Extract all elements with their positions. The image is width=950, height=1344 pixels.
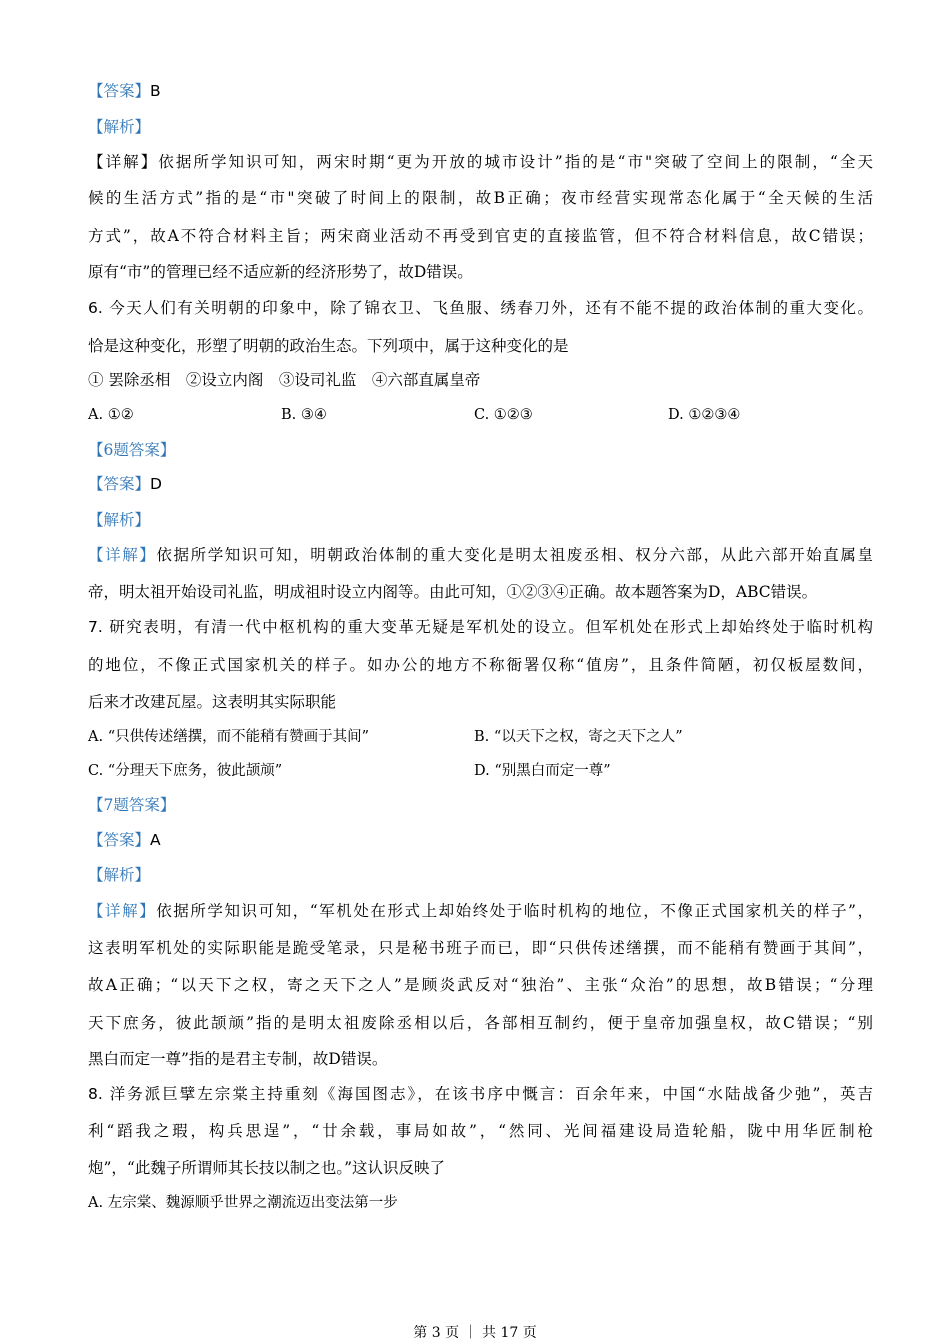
q6-detail-line-1 (88, 545, 873, 565)
q7-option-d: D. “别黑白而定一尊” (474, 763, 611, 779)
q7-option-a: A. “只供传述缮撰，而不能稍有赞画于其间” (88, 729, 370, 745)
question-number: 6. (88, 299, 103, 317)
q7-answer-heading: 【7题答案】 (88, 796, 176, 814)
q6-option-b: B. ③④ (281, 407, 327, 423)
question-6-items: ① 罢除丞相 ②设立内阁 ③设司礼监 ④六部直属皇帝 (88, 371, 481, 389)
q8-option-a: A. 左宗棠、魏源顺乎世界之潮流迈出变法第一步 (88, 1195, 398, 1211)
detail-tag: 【详解】 (88, 546, 157, 564)
detail-5-line-1 (88, 152, 873, 172)
q6-option-c: C. ①②③ (474, 407, 533, 423)
analysis-heading-5: 【解析】 (88, 118, 151, 136)
detail-text: 依据所学知识可知，明朝政治体制的重大变化是明太祖废丞相、权分六部，从此六部开始直属皇 (156, 546, 873, 564)
q6-option-d: D. ①②③④ (668, 407, 741, 423)
question-8-line-1 (88, 1084, 873, 1104)
question-8-line-2: 利“蹈我之瑕，构兵思逞”，“廿余载，事局如故”，“然同、光间福建设局造轮船，陇中用华匠制枪 (88, 1122, 873, 1140)
q7-detail-line-2: 这表明军机处的实际职能是跪受笔录，只是秘书班子而已，即“只供传述缮撰，而不能稍有赞画于其间”， (88, 939, 873, 957)
question-number: 8. (88, 1085, 103, 1103)
q7-answer-line (88, 830, 873, 850)
answer-tag: 【答案】 (88, 82, 151, 100)
question-text: 研究表明，有清一代中枢机构的重大变革无疑是军机处的设立。但军机处在形式上却始终处于临时机构 (109, 618, 873, 636)
answer-value: A (150, 831, 161, 849)
q6-analysis-heading: 【解析】 (88, 511, 151, 529)
answer-tag: 【答案】 (88, 831, 151, 849)
answer-value: B (150, 82, 161, 100)
question-7-line-1 (88, 617, 873, 637)
detail-tag: 【详解】 (88, 902, 157, 920)
detail-text: 依据所学知识可知，“军机处在形式上却始终处于临时机构的地位，不像正式国家机关的样子”， (156, 902, 873, 920)
q6-answer-heading: 【6题答案】 (88, 441, 176, 459)
answer-value: D (150, 475, 162, 493)
detail-tag: 【详解】 (88, 153, 159, 171)
q7-detail-line-3: 故A正确；“以天下之权，寄之天下之人”是顾炎武反对“独治”、主张“众治”的思想，故B错误；“分理 (88, 976, 873, 994)
q7-detail-line-1 (88, 901, 873, 921)
q7-detail-line-5: 黑白而定一尊”指的是君主专制，故D错误。 (88, 1050, 388, 1068)
answer-tag: 【答案】 (88, 475, 151, 493)
detail-5-line-3: 方式”，故A不符合材料主旨；两宋商业活动不再受到官吏的直接监管，但不符合材料信息，故C错误； (88, 227, 873, 245)
question-8-line-3: 炮”，“此魏子所谓师其长技以制之也。”这认识反映了 (88, 1159, 446, 1177)
question-number: 7. (88, 618, 103, 636)
detail-5-line-2: 候的生活方式”指的是“市"突破了时间上的限制，故B正确；夜市经营实现常态化属于“全天候的生活 (88, 189, 873, 207)
detail-5-line-4: 原有“市”的管理已经不适应新的经济形势了，故D错误。 (88, 263, 473, 281)
q7-detail-line-4: 天下庶务，彼此颉颃”指的是明太祖废除丞相以后，各部相互制约，便于皇帝加强皇权，故C错误；“别 (88, 1014, 873, 1032)
q6-detail-line-2: 帝，明太祖开始设司礼监，明成祖时设立内阁等。由此可知，①②③④正确。故本题答案为D，ABC错误。 (88, 583, 818, 601)
page-footer: 第 3 页 ｜ 共 17 页 (413, 1325, 537, 1341)
question-6-line-2: 恰是这种变化，形塑了明朝的政治生态。下列项中，属于这种变化的是 (88, 337, 569, 355)
question-7-line-3: 后来才改建瓦屋。这表明其实际职能 (88, 693, 337, 711)
q7-option-b: B. “以天下之权，寄之天下之人” (474, 729, 683, 745)
detail-text: 依据所学知识可知，两宋时期“更为开放的城市设计”指的是“市"突破了空间上的限制，“全天 (158, 153, 873, 171)
question-text: 今天人们有关明朝的印象中，除了锦衣卫、飞鱼服、绣春刀外，还有不能不提的政治体制的重大变化。 (109, 299, 873, 317)
answer-line-5 (88, 81, 873, 101)
question-7-line-2: 的地位，不像正式国家机关的样子。如办公的地方不称衙署仅称“值房”，且条件简陋，初仅板屋数间， (88, 656, 873, 674)
q6-option-a: A. ①② (88, 407, 134, 423)
q7-analysis-heading: 【解析】 (88, 866, 151, 884)
q6-answer-line (88, 474, 873, 494)
question-text: 洋务派巨擘左宗棠主持重刻《海国图志》，在该书序中慨言：百余年来，中国“水陆战备少弛”，英吉 (109, 1085, 873, 1103)
q7-option-c: C. “分理天下庶务，彼此颉颃” (88, 763, 283, 779)
question-6-line-1 (88, 298, 873, 318)
